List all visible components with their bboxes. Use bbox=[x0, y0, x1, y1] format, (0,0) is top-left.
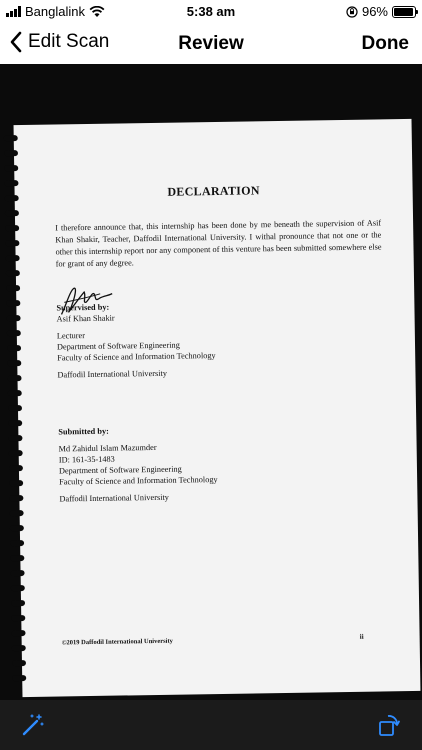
spiral-ring bbox=[4, 150, 18, 156]
spiral-ring bbox=[11, 585, 25, 591]
magic-wand-icon[interactable] bbox=[20, 712, 46, 738]
status-time: 5:38 am bbox=[186, 4, 236, 19]
spiral-ring bbox=[7, 315, 21, 321]
spiral-ring bbox=[9, 495, 23, 501]
student-id: ID: 161-35-1483 bbox=[58, 454, 115, 465]
supervisor-department: Department of Software Engineering bbox=[56, 340, 180, 352]
spiral-ring bbox=[10, 555, 24, 561]
spiral-ring bbox=[9, 480, 23, 486]
carrier-name: Banglalink bbox=[25, 4, 85, 19]
spiral-ring bbox=[4, 165, 18, 171]
rotate-icon[interactable] bbox=[376, 712, 402, 738]
spiral-ring bbox=[6, 270, 20, 276]
spiral-ring bbox=[9, 450, 23, 456]
spiral-ring bbox=[4, 180, 18, 186]
spiral-ring bbox=[5, 225, 19, 231]
spiral-ring bbox=[8, 390, 22, 396]
battery-icon bbox=[392, 6, 416, 18]
student-department: Department of Software Engineering bbox=[58, 464, 182, 476]
spiral-ring bbox=[11, 630, 25, 636]
battery-percent: 96% bbox=[361, 4, 388, 19]
student-name: Md Zahidul Islam Mazumder bbox=[58, 442, 157, 454]
document-title: DECLARATION bbox=[167, 183, 260, 199]
page-number: ii bbox=[359, 632, 364, 641]
bottom-toolbar bbox=[0, 700, 422, 750]
scanned-page bbox=[14, 119, 421, 697]
copyright-footer: ©2019 Daffodil International University bbox=[61, 637, 173, 647]
battery-fill bbox=[394, 8, 413, 16]
supervisor-university: Daffodil International University bbox=[57, 368, 168, 380]
spiral-ring bbox=[6, 285, 20, 291]
supervisor-name: Asif Khan Shakir bbox=[56, 313, 115, 324]
spiral-ring bbox=[6, 255, 20, 261]
spiral-ring bbox=[7, 360, 21, 366]
student-university: Daffodil International University bbox=[59, 492, 169, 504]
spiral-ring bbox=[7, 345, 21, 351]
status-bar bbox=[0, 0, 422, 24]
spiral-ring bbox=[6, 300, 20, 306]
spiral-ring bbox=[10, 510, 24, 516]
orientation-lock-icon bbox=[346, 6, 358, 18]
spiral-ring bbox=[5, 240, 19, 246]
supervised-by-block bbox=[56, 300, 216, 380]
spiral-ring bbox=[12, 660, 26, 666]
spiral-ring bbox=[8, 420, 22, 426]
spiral-ring bbox=[7, 375, 21, 381]
spiral-ring bbox=[10, 525, 24, 531]
spiral-ring bbox=[7, 330, 21, 336]
spiral-ring bbox=[12, 675, 26, 681]
submitted-by-block bbox=[58, 424, 218, 504]
nav-bar bbox=[0, 24, 422, 64]
spiral-ring bbox=[5, 210, 19, 216]
supervisor-title: Lecturer bbox=[56, 331, 86, 341]
spiral-ring bbox=[4, 135, 18, 141]
spiral-ring bbox=[11, 615, 25, 621]
spiral-ring bbox=[10, 540, 24, 546]
spiral-ring bbox=[8, 435, 22, 441]
spiral-ring bbox=[12, 645, 26, 651]
spiral-ring bbox=[8, 405, 22, 411]
spiral-ring bbox=[11, 570, 25, 576]
spiral-binding bbox=[4, 135, 31, 690]
supervisor-faculty: Faculty of Science and Information Technology bbox=[57, 351, 216, 363]
back-button-label: Edit Scan bbox=[28, 31, 110, 52]
page-title: Review bbox=[178, 33, 244, 54]
done-button[interactable]: Done bbox=[361, 33, 409, 54]
supervised-heading: Supervised by: bbox=[56, 302, 110, 313]
scan-preview bbox=[0, 64, 422, 700]
battery-info bbox=[346, 4, 416, 19]
submitted-heading: Submitted by: bbox=[58, 426, 109, 437]
spiral-ring bbox=[9, 465, 23, 471]
student-faculty: Faculty of Science and Information Technology bbox=[59, 474, 218, 487]
spiral-ring bbox=[11, 600, 25, 606]
declaration-paragraph: I therefore announce that, this internship has been done by me beneath the supervision of Asif Khan Shakir, Teacher, Daffodil International University. I withal pronounce that not one or the other this internship report nor any component of this venture has been submitted somewhere else for grant of any degree. bbox=[55, 218, 382, 269]
